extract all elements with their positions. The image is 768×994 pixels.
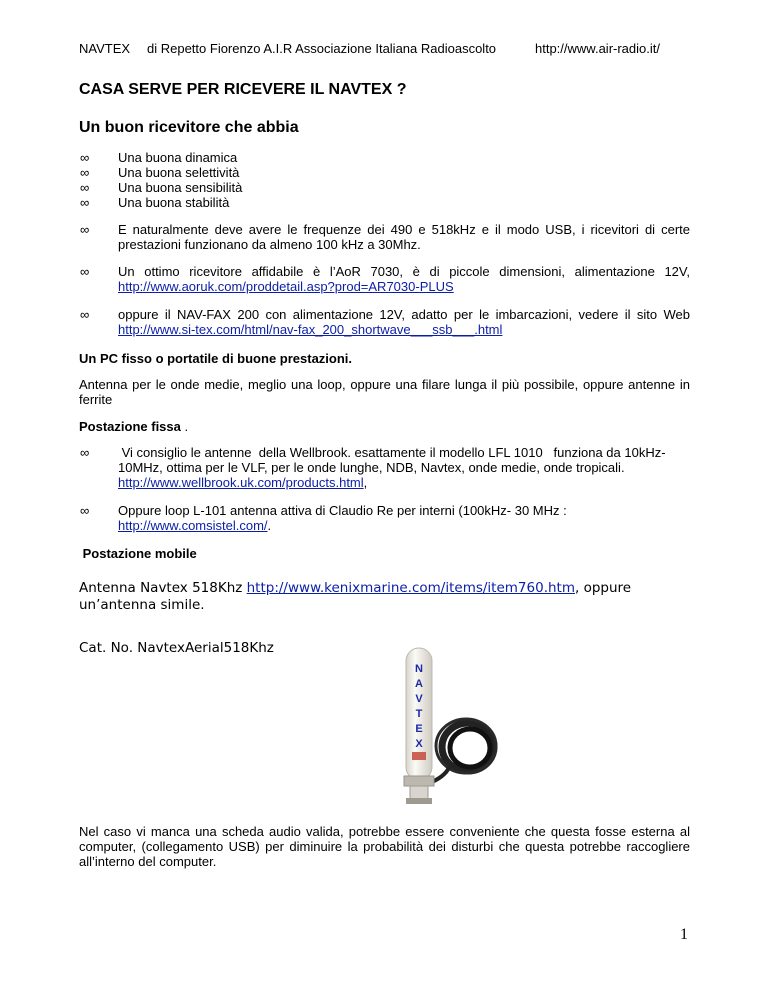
wellbrook-link[interactable]: http://www.wellbrook.uk.com/products.html — [118, 475, 364, 490]
mobile-heading: Postazione mobile — [79, 546, 197, 561]
antenna-line-2: ferrite — [79, 392, 113, 407]
page-title: CASA SERVE PER RICEVERE IL NAVTEX ? — [79, 81, 407, 98]
kenix-link[interactable]: http://www.kenixmarine.com/items/item760.htm — [246, 580, 575, 596]
fixed-heading-suffix: . — [180, 419, 189, 434]
header-left: NAVTEX — [79, 41, 131, 56]
bullet-icon: ∞ — [80, 222, 90, 237]
loop-link[interactable]: http://www.comsistel.com/ — [118, 518, 268, 533]
header-right: http://www.air-radio.it/ — [535, 41, 660, 56]
antenna-line-1: Antenna per le onde medie, meglio una loop, oppure una filare lunga il più possibile, oppure antenne in — [79, 377, 690, 392]
mobile-antenna-suffix: , oppure — [575, 580, 632, 596]
antenna-letter: V — [415, 693, 423, 705]
soundcard-line-3: all’interno del computer. — [79, 854, 217, 869]
antenna-letter: A — [415, 678, 423, 690]
soundcard-line-1: Nel caso vi manca una scheda audio valida, potrebbe essere conveniente che questa fosse esterna al — [79, 824, 690, 839]
navfax-link[interactable]: http://www.si-tex.com/html/nav-fax_200_shortwave___ssb___.html — [118, 322, 503, 337]
bullet-icon: ∞ — [80, 150, 90, 165]
soundcard-line-2: computer, (collegamento USB) per diminuire la probabilità dei disturbi che questa potrebbe raccogliere — [79, 839, 690, 854]
antenna-letter: X — [415, 738, 423, 750]
navtex-antenna-image — [392, 640, 512, 810]
page-number: 1 — [680, 926, 688, 943]
fixed-heading-label: Postazione fissa — [79, 419, 181, 434]
bullet-icon: ∞ — [80, 445, 90, 460]
freq-line-2: prestazioni funzionano da almeno 100 kHz a 30Mhz. — [118, 237, 421, 252]
mobile-antenna-prefix: Antenna Navtex 518Khz — [79, 580, 247, 596]
navfax-line-1: oppure il NAV-FAX 200 con alimentazione 12V, adatto per le imbarcazioni, vedere il sito Web — [118, 307, 690, 322]
mobile-antenna-line-1 — [79, 580, 631, 596]
loop-link-suffix: . — [267, 518, 272, 533]
bullet-icon: ∞ — [80, 165, 90, 180]
wellbrook-line-1: Vi consiglio le antenne della Wellbrook. esattamente il modello LFL 1010 funziona da 10kHz- — [118, 445, 666, 460]
loop-link-line — [118, 518, 271, 533]
bullet-icon: ∞ — [80, 307, 90, 322]
bullet-icon: ∞ — [80, 503, 90, 518]
quality-item: Una buona stabilità — [118, 195, 230, 210]
section-heading-receiver: Un buon ricevitore che abbia — [79, 119, 299, 136]
bullet-icon: ∞ — [80, 180, 90, 195]
bullet-icon: ∞ — [80, 264, 90, 279]
loop-line-1: Oppure loop L-101 antenna attiva di Claudio Re per interni (100kHz- 30 MHz : — [118, 503, 567, 518]
catalog-number: Cat. No. NavtexAerial518Khz — [79, 640, 274, 656]
wellbrook-link-line — [118, 475, 367, 490]
bullet-icon: ∞ — [80, 195, 90, 210]
mobile-antenna-line-2: un’antenna simile. — [79, 597, 205, 613]
aor-line-1: Un ottimo ricevitore affidabile è l’AoR 7030, è di piccole dimensioni, alimentazione 12V, — [118, 264, 690, 279]
aor-link[interactable]: http://www.aoruk.com/proddetail.asp?prod=AR7030-PLUS — [118, 279, 454, 294]
wellbrook-link-suffix: , — [363, 475, 368, 490]
pc-heading: Un PC fisso o portatile di buone prestazioni. — [79, 351, 353, 366]
antenna-letter: T — [415, 708, 423, 720]
fixed-heading — [79, 419, 188, 434]
quality-item: Una buona sensibilità — [118, 180, 243, 195]
freq-line-1: E naturalmente deve avere le frequenze dei 490 e 518kHz e il modo USB, i ricevitori di certe — [118, 222, 690, 237]
antenna-letter: N — [415, 663, 423, 675]
quality-item: Una buona dinamica — [118, 150, 238, 165]
header-center: di Repetto Fiorenzo A.I.R Associazione Italiana Radioascolto — [147, 41, 497, 56]
wellbrook-line-2: 10MHz, ottima per le VLF, per le onde lunghe, NDB, Navtex, onde medie, onde tropicali. — [118, 460, 625, 475]
antenna-letter: E — [415, 723, 423, 735]
quality-item: Una buona selettività — [118, 165, 240, 180]
